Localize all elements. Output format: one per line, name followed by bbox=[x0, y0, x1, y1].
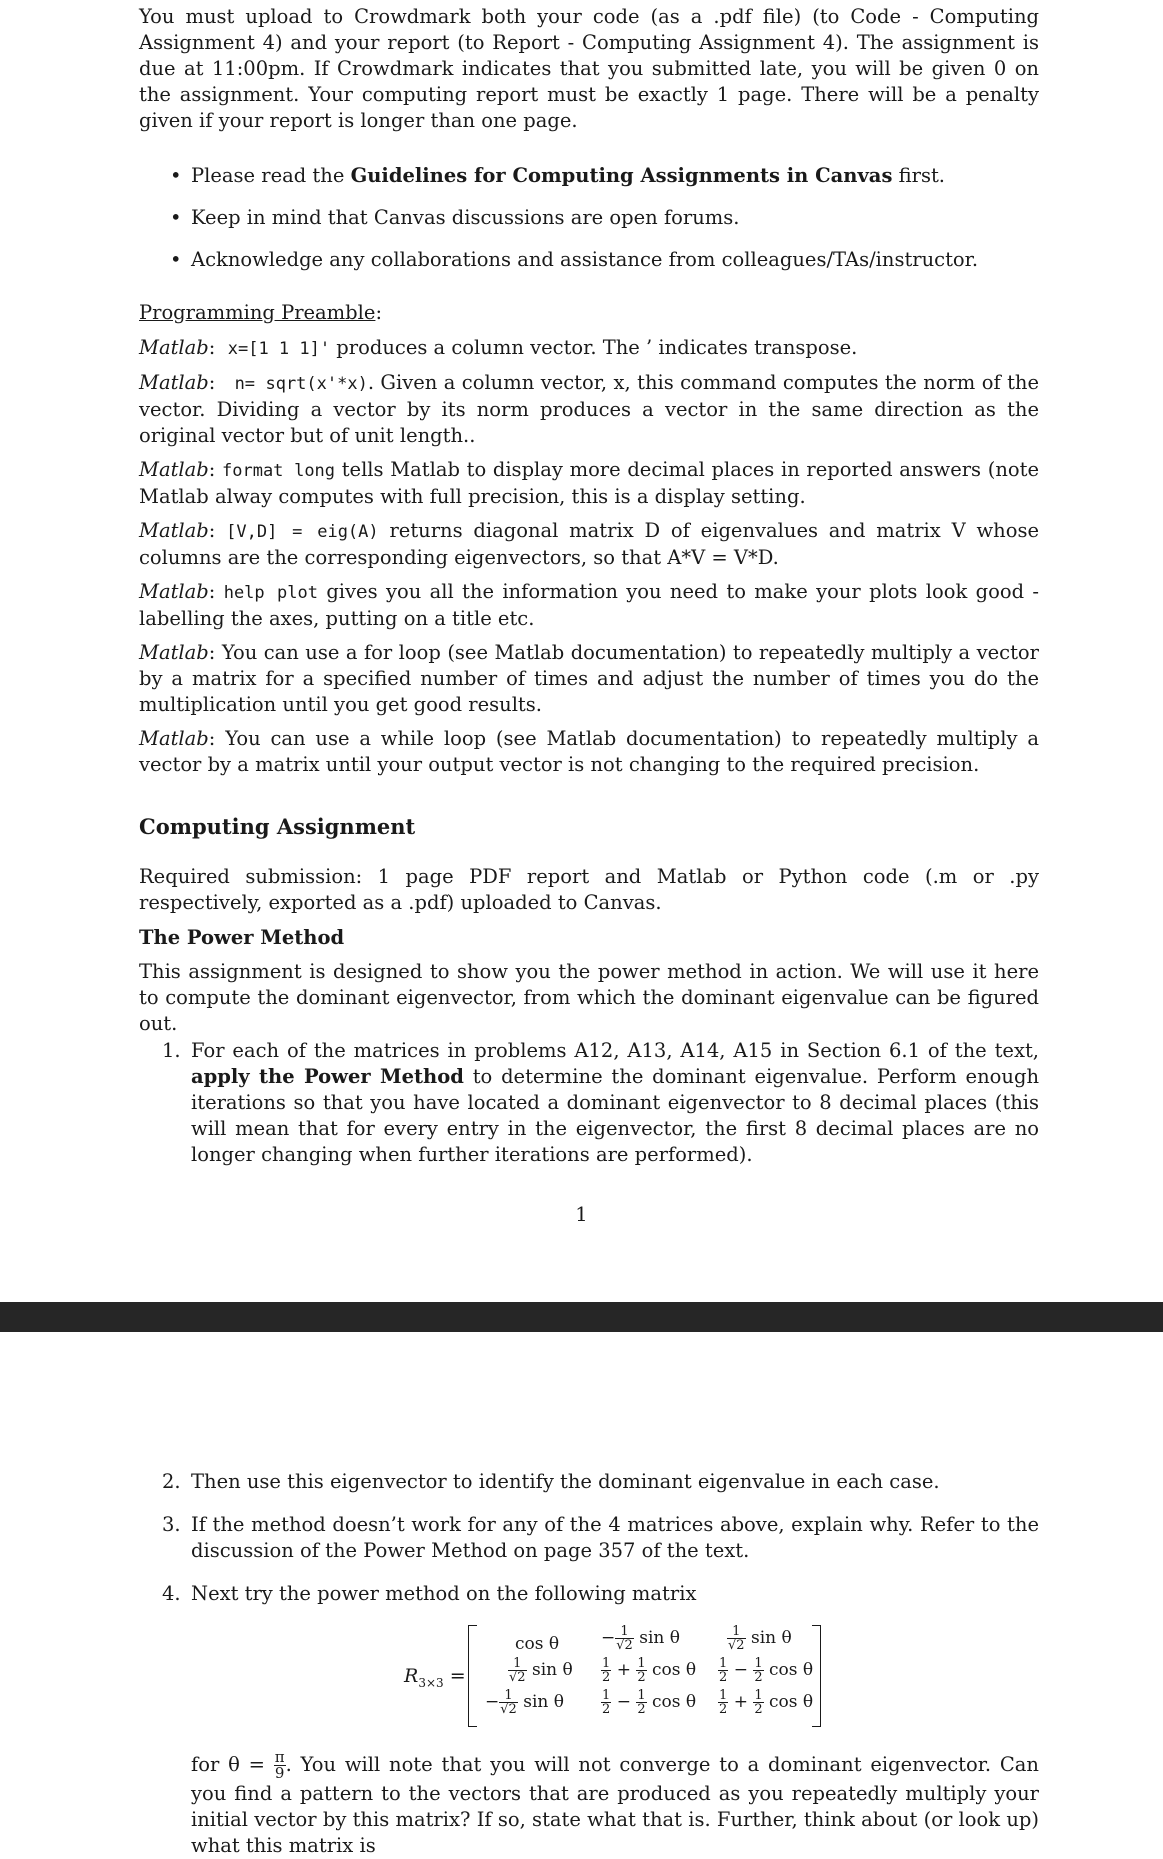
preamble-item: Matlab: You can use a for loop (see Matlab documentation) to repeatedly multiply a vector by a matrix for a specified number of times and adjust the number of times you do the multiplication until you get good results. bbox=[139, 641, 1039, 716]
bullet-collaborations: • Acknowledge any collaborations and assistance from colleagues/TAs/instructor. bbox=[139, 247, 1039, 273]
matrix-cell: − $\frac{1}{√2}$ sin θ bbox=[485, 1688, 564, 1717]
task-item-3: 3. If the method doesn’t work for any of the 4 matrices above, explain why. Refer to the discussion of the Power Method on page 357 of the text. bbox=[162, 1513, 1039, 1562]
preamble-title: Programming Preamble: bbox=[139, 301, 383, 324]
guidelines-list bbox=[139, 163, 1039, 289]
task-item-4: 4. Next try the power method on the following matrix bbox=[162, 1582, 697, 1605]
bullet-guidelines: • Please read the Guidelines for Computing Assignments in Canvas first. bbox=[139, 163, 1039, 189]
rotation-matrix bbox=[400, 1625, 840, 1725]
preamble-item: Matlab: x=[1 1 1]' produces a column vector. The ’ indicates transpose. bbox=[139, 336, 858, 359]
matrix-cell: $\frac{1}{2}$ − $\frac{1}{2}$ cos θ bbox=[602, 1688, 697, 1717]
matrix-label: $R_{3\times 3}$ = bbox=[404, 1665, 466, 1690]
assignment-description: This assignment is designed to show you the power method in action. We will use it here to compute the dominant eigenvector, from which the dominant eigenvalue can be figured out. bbox=[139, 960, 1039, 1035]
bullet-forums: • Keep in mind that Canvas discussions are open forums. bbox=[139, 205, 1039, 231]
preamble-item: Matlab: help plot gives you all the information you need to make your plots look good - labelling the axes, putting on a title etc. bbox=[139, 580, 1039, 630]
preamble-item: Matlab: [V,D] = eig(A) returns diagonal matrix D of eigenvalues and matrix V whose columns are the corresponding eigenvectors, so that A*V = V*D. bbox=[139, 519, 1039, 569]
preamble-block bbox=[139, 335, 1039, 778]
right-bracket bbox=[812, 1625, 821, 1727]
matrix-cell: − $\frac{1}{√2}$ sin θ bbox=[601, 1624, 680, 1653]
page-number: 1 bbox=[575, 1203, 588, 1226]
intro-paragraph: You must upload to Crowdmark both your code (as a .pdf file) (to Code - Computing Assignment 4) and your report (to Report - Computing Assignment 4). The assignment is due at 11:00pm. If Crowdmark indicates that you submitted late, you will be given 0 on the assignment. Your computing report must be exactly 1 page. There will be a penalty given if your report is longer than one page. bbox=[139, 5, 1039, 132]
matrix-cell: cos θ bbox=[515, 1634, 560, 1654]
subsection-title: The Power Method bbox=[139, 926, 345, 949]
left-bracket bbox=[468, 1625, 477, 1727]
task-item-1: 1. For each of the matrices in problems A12, A13, A14, A15 in Section 6.1 of the text, apply the Power Method to determine the dominant eigenvalue. Perform enough iterations so that you have located a dominant eigenvector to 8 decimal places (this will mean that for every entry in the eigenvector, the first 8 decimal places are no longer changing when further iterations are performed). bbox=[162, 1039, 1039, 1166]
task-list-page1 bbox=[139, 1038, 1039, 1168]
theta-paragraph: for θ = $\frac{\pi}{9}$ . You will note that you will not converge to a dominant eigenvector. Can you find a pattern to the vectors that are produced as you repeatedly multiply your initial vector by this matrix? If so, state what that is. Further, think about (or look up) what this matrix is bbox=[191, 1748, 1039, 1857]
matrix-cell: $\frac{1}{2}$ + $\frac{1}{2}$ cos θ bbox=[602, 1656, 697, 1685]
task-item-2: 2. Then use this eigenvector to identify the dominant eigenvalue in each case. bbox=[162, 1470, 940, 1493]
page-2 bbox=[0, 1332, 1163, 1857]
guidelines-link-text: Guidelines for Computing Assignments in Canvas bbox=[350, 164, 893, 187]
preamble-item: Matlab: You can use a while loop (see Matlab documentation) to repeatedly multiply a vector by a matrix until your output vector is not changing to the required precision. bbox=[139, 727, 1039, 776]
required-submission: Required submission: 1 page PDF report and Matlab or Python code (.m or .py respectively, exported as a .pdf) uploaded to Canvas. bbox=[139, 865, 1039, 914]
task-list-page2 bbox=[139, 1469, 1039, 1607]
matrix-cell: $\frac{1}{√2}$ sin θ bbox=[509, 1656, 573, 1685]
section-title: Computing Assignment bbox=[139, 814, 416, 839]
matrix-cell: $\frac{1}{2}$ + $\frac{1}{2}$ cos θ bbox=[719, 1688, 814, 1717]
preamble-item: Matlab: n= sqrt(x'*x). Given a column vector, x, this command computes the norm of the vector. Dividing a vector by its norm produces a vector in the same direction as the original vector but of unit length.. bbox=[139, 371, 1039, 447]
matrix-cell: $\frac{1}{√2}$ sin θ bbox=[728, 1624, 792, 1653]
page-separator bbox=[0, 1302, 1163, 1332]
matrix-cell: $\frac{1}{2}$ − $\frac{1}{2}$ cos θ bbox=[719, 1656, 814, 1685]
preamble-item: Matlab: format long tells Matlab to display more decimal places in reported answers (note Matlab alway computes with full precision, this is a display setting. bbox=[139, 458, 1039, 508]
